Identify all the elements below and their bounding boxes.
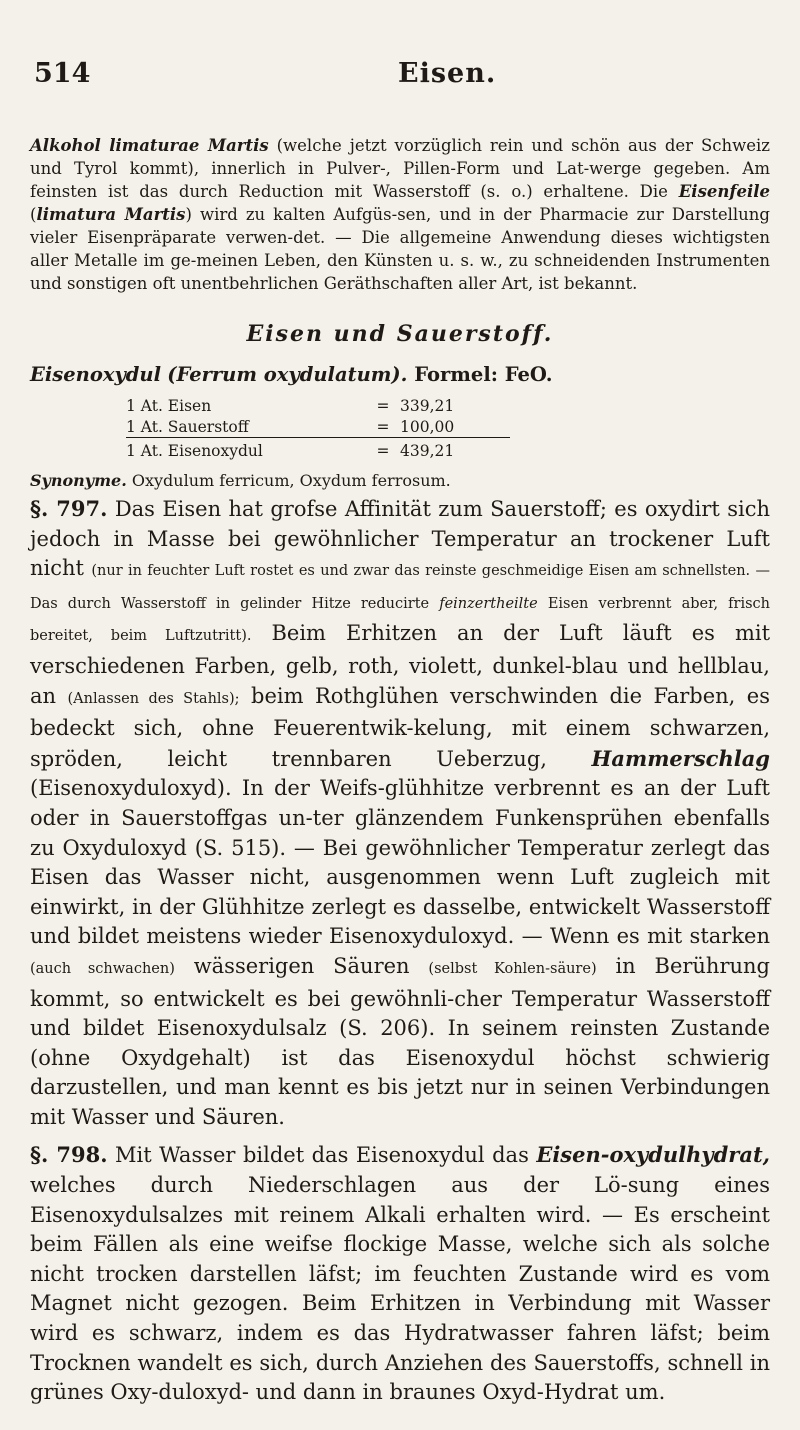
intro-paragraph <box>30 134 770 295</box>
formula-label: Formel: FeO. <box>407 363 553 386</box>
intro-text-1: (welche jetzt vorzüglich rein und schön aus der Schweiz und Tyrol kommt), innerlich in Pulver-, Pillen-Form und Lat-werge gegeben. Am feinsten ist das durch Reduction mit Wasserstoff (s. o.) erhaltene. Die <box>30 136 770 201</box>
intro-term-2: Eisenfeile <box>678 182 770 201</box>
para-text: wässerigen Säuren <box>174 953 429 978</box>
formula-row <box>126 395 510 416</box>
formula-row-op: = <box>376 396 390 415</box>
intro-term-3: limatura Martis <box>36 205 186 224</box>
para-small-text: Eisen verbrennt aber, frisch bereitet, beim Luftzutritt). <box>30 595 770 645</box>
para-small-text: (selbst Kohlen-säure) <box>428 960 597 977</box>
formula-row-value: 439,21 <box>400 438 510 462</box>
intro-term: Alkohol limaturae Martis <box>30 136 269 155</box>
intro-text-2: ( <box>30 205 37 224</box>
para-small-italic: feinzertheilte <box>439 595 538 612</box>
formula-row-op: = <box>376 417 390 436</box>
synonyms-text: Oxydulum ferricum, Oxydum ferrosum. <box>126 471 451 490</box>
page-header <box>30 58 770 98</box>
compound-name: Eisenoxydul <box>30 363 162 386</box>
para-small-text: (Anlassen des Stahls); <box>67 690 240 707</box>
formula-row <box>126 416 510 438</box>
paragraph-797 <box>30 494 770 1132</box>
para-text: Das Eisen hat grofse Affinität zum Sauerstoff; es oxydirt sich jedoch in Masse bei gewöhnlicher Temperatur an trockener Luft nicht <box>30 497 770 581</box>
compound-heading <box>30 361 770 389</box>
para-text: Mit Wasser bildet das Eisenoxydul das <box>107 1143 537 1168</box>
formula-total-row <box>126 438 510 462</box>
para-small-text: (auch schwachen) <box>30 960 175 977</box>
formula-row-value: 339,21 <box>400 396 455 415</box>
formula-table <box>126 395 510 461</box>
section-title: Eisen und Sauerstoff. <box>246 321 554 347</box>
para-text: beim Rothglühen verschwinden die Farben, es bedeckt sich, ohne Feuerentwik-kelung, mit einem schwarzen, spröden, leicht trennbaren Ueberzug, <box>30 683 770 771</box>
formula-row-value: 100,00 <box>400 417 455 436</box>
formula-row-name: 1 At. Eisen <box>126 396 212 415</box>
para-text: welches durch Niederschlagen aus der Lö-sung eines Eisenoxydulsalzes mit reinem Alkali erhalten wird. — Es erscheint beim Fällen als eine weifse flockige Masse, welche sich als solche nicht trocken darstellen läfst; im feuchten Zustande wird es vom Magnet nicht gezogen. Beim Erhitzen in Verbindung mit Wasser wird es schwarz, indem es das Hydratwasser fahren läfst; beim Trocknen wandelt es sich, durch Anziehen des Sauerstoffs, schnell in grünes Oxy-duloxyd- und dann in braunes Oxyd-Hydrat um. <box>30 1173 770 1405</box>
paragraph-798 <box>30 1140 770 1407</box>
synonyms-line <box>30 471 770 490</box>
intro-text-3: ) wird zu kalten Aufgüs-sen, und in der Pharmacie zur Darstellung vieler Eisenpräparate verwen-det. — Die allgemeine Anwendung dieses wichtigsten aller Metalle im ge-meinen Leben, den Künsten u. s. w., zu schneidenden Instrumenten und sonstigen oft unentbehrlichen Geräthschaften aller Art, ist bekannt. <box>30 205 770 293</box>
para-text: Beim Erhitzen an der Luft läuft es mit verschiedenen Farben, gelb, roth, violett, dunkel-blau und hellblau, an <box>30 621 771 708</box>
formula-row-name: 1 At. Eisenoxydul <box>126 438 366 462</box>
formula-row-name: 1 At. Sauerstoff <box>126 417 249 436</box>
section-number: §. 798. <box>30 1142 108 1168</box>
compound-latin: (Ferrum oxydulatum). <box>167 363 408 386</box>
synonyms-label: Synonyme. <box>30 471 127 490</box>
running-head: Eisen. <box>398 58 497 89</box>
para-small-text: (nur in feuchter Luft rostet es und zwar das reinste geschmeidige Eisen am schnellsten. — Das durch Wasserstoff in gelinder Hitze reducirte <box>30 563 770 612</box>
page-number: 514 <box>34 58 91 89</box>
para-term: Eisen-oxydulhydrat, <box>536 1142 770 1168</box>
para-term: Hammerschlag <box>591 745 770 771</box>
section-number: §. 797. <box>30 496 108 521</box>
para-text: in Berührung kommt, so entwickelt es bei gewöhnli-cher Temperatur Wasserstoff und bildet Eisenoxydulsalz (S. 206). In seinem reinsten Zustande (ohne Oxydgehalt) ist das Eisenoxydul höchst schwierig darzustellen, und man kennt es bis jetzt nur in seinen Verbindungen mit Wasser und Säuren. <box>30 953 770 1129</box>
para-text: (Eisenoxyduloxyd). In der Weifs-glühhitze verbrennt es an der Luft oder in Sauerstoffgas un-ter glänzendem Funkensprühen ebenfalls zu Oxyduloxyd (S. 515). — Bei gewöhnlicher Temperatur zerlegt das Eisen das Wasser nicht, ausgenommen wenn Luft zugleich mit einwirkt, in der Glühhitze zerlegt es dasselbe, entwickelt Wasserstoff und bildet meistens wieder Eisenoxyduloxyd. — Wenn es mit starken <box>30 776 770 949</box>
formula-row-op: = <box>366 438 400 462</box>
